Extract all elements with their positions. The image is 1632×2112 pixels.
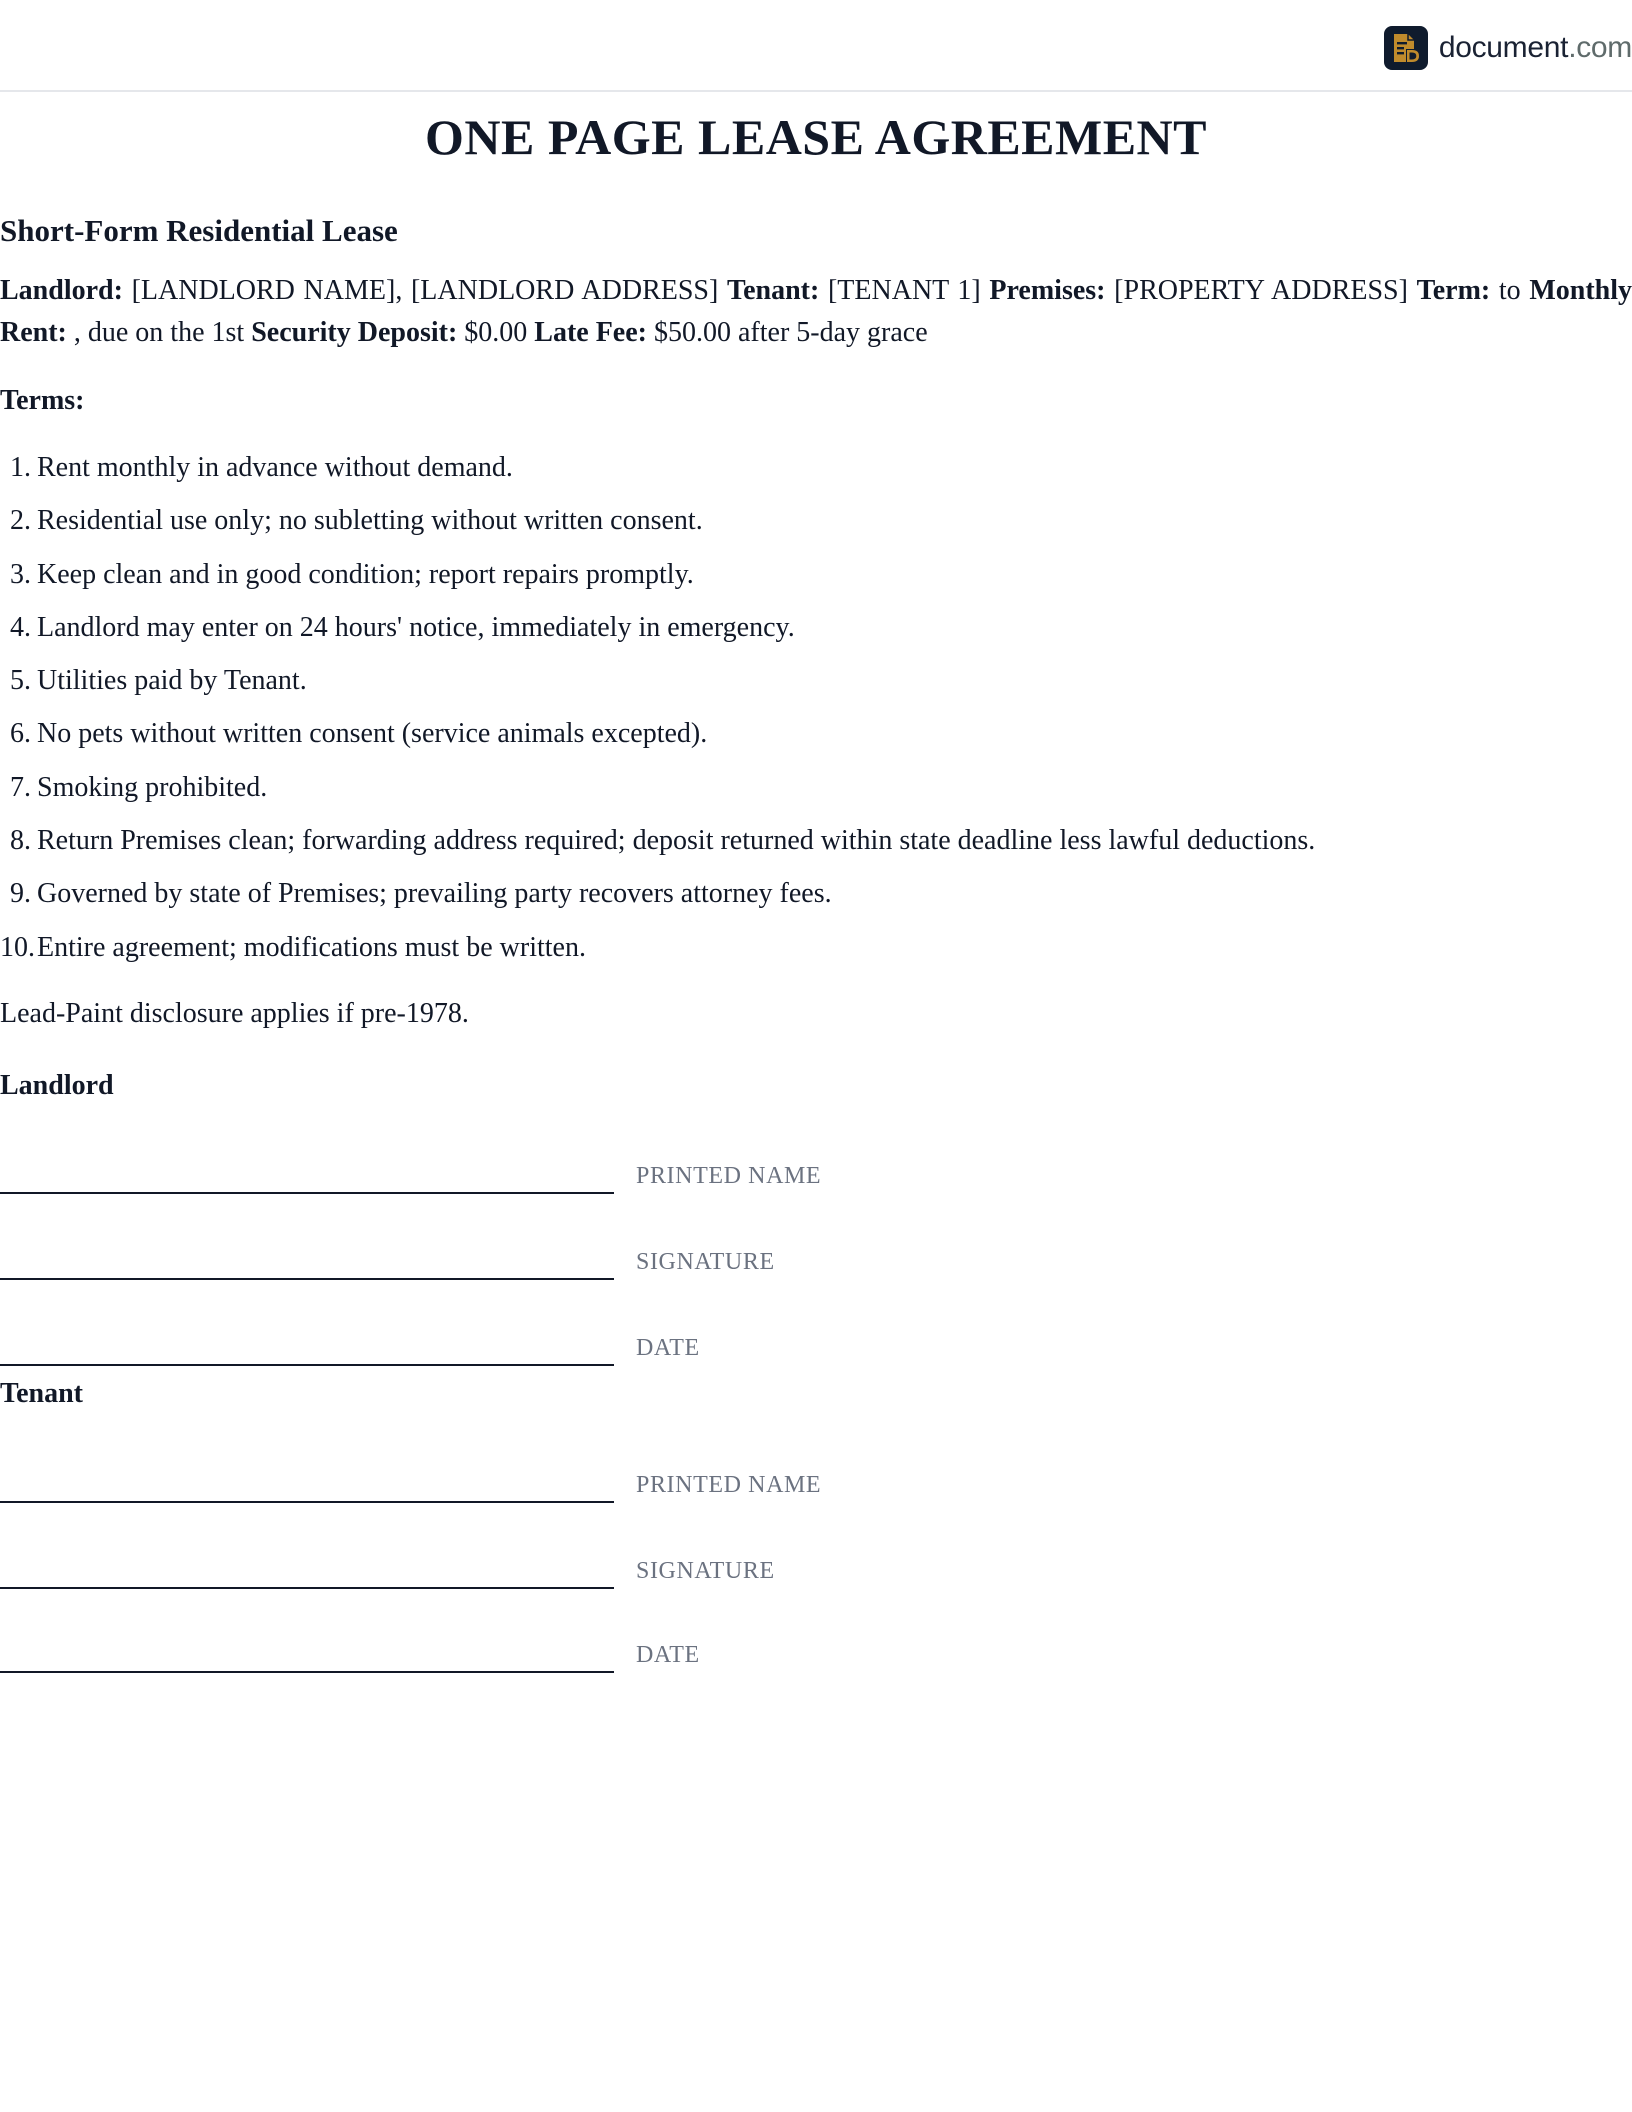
term-item: [0, 878, 1315, 931]
landlord-date-label: DATE: [636, 1335, 700, 1361]
term-text: Return Premises clean; forwarding address required; deposit returned within state deadline less lawful deductions.: [37, 825, 1316, 857]
document-title: ONE PAGE LEASE AGREEMENT: [424, 109, 1208, 165]
term-item: [0, 452, 1315, 505]
tenant-printed-name-row: [0, 1463, 900, 1503]
lease-summary: [0, 270, 1632, 354]
tenant-printed-name-input[interactable]: [0, 1501, 614, 1503]
tenant-printed-name-label: PRINTED NAME: [636, 1472, 822, 1498]
document-subtitle: Short-Form Residential Lease: [0, 213, 398, 248]
term-number: 4.: [10, 611, 31, 643]
term-item: [0, 505, 1315, 558]
landlord-printed-name-label: PRINTED NAME: [636, 1163, 822, 1189]
term-number: 3.: [10, 558, 31, 590]
term-number: 8.: [10, 825, 31, 857]
term-text: Utilities paid by Tenant.: [37, 665, 307, 697]
monthly-rent-label: Monthly Rent:: [0, 275, 1632, 348]
term-text: Residential use only; no subletting without written consent.: [37, 505, 703, 537]
term-item: [0, 825, 1315, 878]
premises-label: Premises:: [989, 275, 1106, 306]
brand-tld: .com: [1568, 31, 1632, 64]
security-deposit-label: Security Deposit:: [251, 317, 458, 348]
tenant-date-row: [0, 1633, 900, 1673]
tenant-date-input[interactable]: [0, 1671, 614, 1673]
term-text: No pets without written consent (service animals excepted).: [37, 718, 708, 750]
term-value: to: [1498, 275, 1521, 306]
late-fee-label: Late Fee:: [534, 317, 647, 348]
term-number: 1.: [10, 452, 31, 483]
term-number: 5.: [10, 665, 31, 697]
top-bar: [0, 0, 1632, 92]
term-text: Rent monthly in advance without demand.: [37, 452, 513, 483]
landlord-date-input[interactable]: [0, 1364, 614, 1366]
term-item: [0, 559, 1315, 612]
term-text: Entire agreement; modifications must be written.: [37, 931, 586, 963]
term-label: Term:: [1416, 275, 1491, 306]
landlord-printed-name-row: [0, 1154, 900, 1194]
tenant-label: Tenant:: [726, 275, 820, 306]
tenant-value: [TENANT 1]: [827, 275, 981, 306]
brand-wordmark: [1439, 33, 1632, 63]
term-number: 2.: [10, 505, 31, 537]
term-number: 6.: [10, 718, 31, 750]
term-number: 10.: [0, 931, 35, 963]
document-d-icon: [1384, 26, 1428, 70]
term-text: Keep clean and in good condition; report repairs promptly.: [37, 558, 694, 590]
term-text: Landlord may enter on 24 hours' notice, immediately in emergency.: [37, 611, 795, 643]
landlord-signature-row: [0, 1240, 900, 1280]
tenant-signature-heading: Tenant: [0, 1378, 84, 1409]
landlord-label: Landlord:: [0, 275, 123, 306]
terms-list: [0, 452, 1315, 985]
landlord-signature-label: SIGNATURE: [636, 1249, 775, 1275]
lead-paint-disclosure: Lead-Paint disclosure applies if pre-1978.: [0, 998, 469, 1029]
premises-value: [PROPERTY ADDRESS]: [1114, 275, 1408, 306]
tenant-signature-label: SIGNATURE: [636, 1558, 775, 1584]
brand-logo-link[interactable]: [1384, 26, 1632, 70]
landlord-signature-input[interactable]: [0, 1278, 614, 1280]
term-item: [0, 612, 1315, 665]
tenant-signature-row: [0, 1549, 900, 1589]
brand-name: document: [1438, 31, 1569, 64]
tenant-date-label: DATE: [636, 1642, 700, 1668]
landlord-date-row: [0, 1326, 900, 1366]
terms-heading: Terms:: [0, 385, 85, 416]
tenant-signature-input[interactable]: [0, 1587, 614, 1589]
landlord-value: [LANDLORD NAME], [LANDLORD ADDRESS]: [131, 275, 719, 306]
term-number: 9.: [10, 878, 31, 910]
term-text: Governed by state of Premises; prevailing party recovers attorney fees.: [37, 878, 832, 910]
term-text: Smoking prohibited.: [37, 771, 268, 803]
term-item: [0, 665, 1315, 718]
term-item: [0, 718, 1315, 771]
monthly-rent-value: , due on the 1st: [73, 317, 245, 348]
late-fee-value: $50.00 after 5-day grace: [653, 317, 928, 348]
term-item: [0, 772, 1315, 825]
landlord-printed-name-input[interactable]: [0, 1192, 614, 1194]
security-deposit-value: $0.00: [464, 317, 528, 348]
term-item: [0, 932, 1315, 985]
landlord-signature-heading: Landlord: [0, 1070, 114, 1101]
term-number: 7.: [10, 771, 31, 803]
